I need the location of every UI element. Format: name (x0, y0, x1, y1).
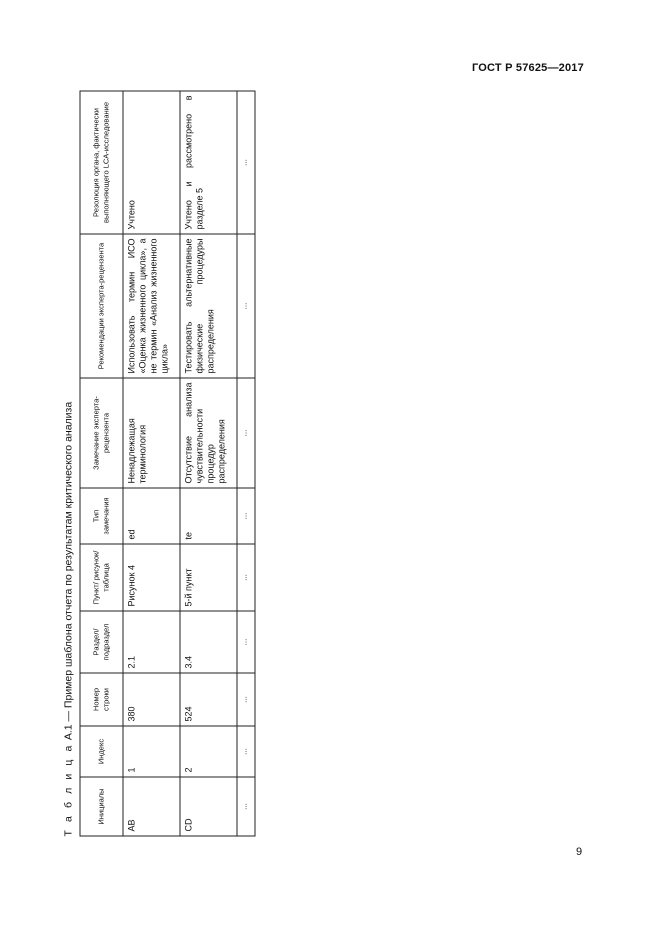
cell-section: 3.4 (180, 611, 237, 673)
col-header-clause: Пункт/ рисунок/ таблица (80, 544, 123, 611)
col-header-comment: Замечание эксперта-рецензента (80, 378, 123, 488)
cell-dots: ... (237, 91, 255, 234)
cell-resolution: Учтено (123, 91, 180, 234)
caption-text: А.1 — Пример шаблона отчета по результатам критического анализа (62, 401, 75, 744)
table-row-ellipsis (237, 91, 255, 836)
cell-clause: Рисунок 4 (123, 544, 180, 611)
cell-dots: ... (237, 378, 255, 488)
standard-number: ГОСТ Р 57625—2017 (472, 62, 584, 74)
cell-line: 380 (123, 673, 180, 726)
table-row (180, 91, 237, 836)
col-header-initials: Инициалы (80, 777, 123, 836)
cell-recommendation: Использовать термин ИСО «Оценка жизненного цикла», а не термин «Анализ жизненного цикла» (123, 234, 180, 378)
col-header-index: Индекс (80, 726, 123, 777)
col-header-resolution: Резолюция органа, фактически выполняющего LCA-исследование (80, 91, 123, 234)
cell-dots: ... (237, 234, 255, 378)
page-number: 9 (576, 846, 583, 858)
cell-comment: Ненадлежащая терминология (123, 378, 180, 488)
cell-line: 524 (180, 673, 237, 726)
cell-index: 2 (180, 726, 237, 777)
caption-label: Т а б л и ц а (62, 743, 75, 837)
cell-dots: ... (237, 488, 255, 544)
cell-dots: ... (237, 544, 255, 611)
review-report-table (80, 91, 256, 837)
cell-index: 1 (123, 726, 180, 777)
cell-dots: ... (237, 726, 255, 777)
cell-dots: ... (237, 777, 255, 836)
cell-initials: AB (123, 777, 180, 836)
table-row (123, 91, 180, 836)
cell-type: ed (123, 488, 180, 544)
col-header-type: Тип замечания (80, 488, 123, 544)
col-header-line: Номер строки (80, 673, 123, 726)
cell-dots: ... (237, 673, 255, 726)
cell-recommendation: Тестировать альтернативные физические процедуры распределения (180, 234, 237, 378)
table-caption (62, 402, 76, 837)
table-header-row (80, 91, 123, 836)
cell-comment: Отсутствие анализа чувствительности процедур распределения (180, 378, 237, 488)
cell-initials: CD (180, 777, 237, 836)
col-header-section: Раздел/ подраздел (80, 611, 123, 673)
cell-resolution: Учтено и рассмотрено в разделе 5 (180, 91, 237, 234)
cell-clause: 5-й пункт (180, 544, 237, 611)
cell-type: te (180, 488, 237, 544)
cell-section: 2.1 (123, 611, 180, 673)
rotated-table-block (62, 92, 254, 837)
col-header-recommendation: Рекомендации эксперта-рецензента (80, 234, 123, 378)
cell-dots: ... (237, 611, 255, 673)
